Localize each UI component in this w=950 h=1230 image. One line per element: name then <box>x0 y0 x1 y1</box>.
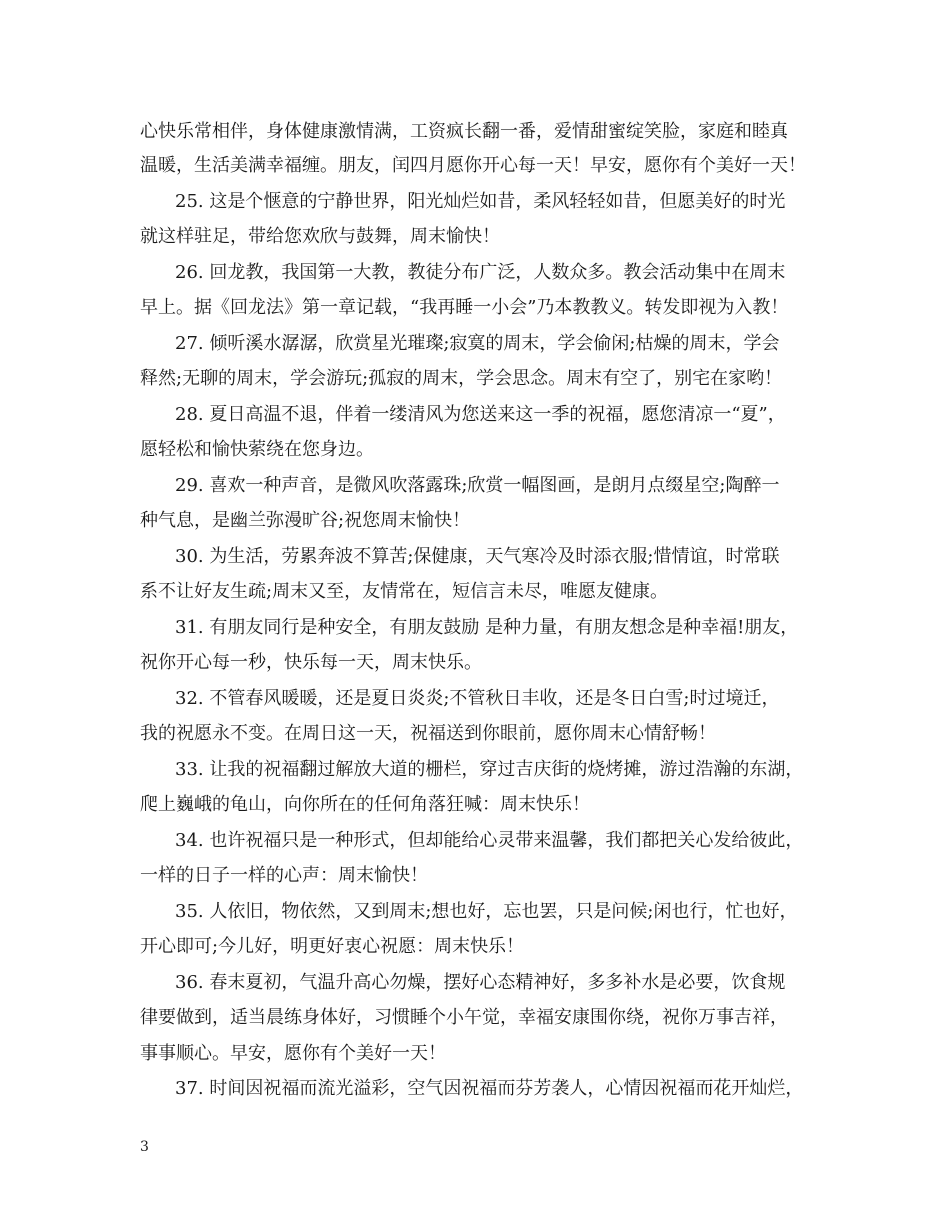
text-line: 36. 春末夏初，气温升高心勿燥，摆好心态精神好，多多补水是必要，饮食规 <box>175 972 786 993</box>
text-line: 愿轻松和愉快萦绕在您身边。 <box>140 439 374 460</box>
text-line: 律要做到，适当晨练身体好，习惯睡个小午觉，幸福安康围你绕，祝你万事吉祥， <box>140 1007 788 1028</box>
text-line: 30. 为生活，劳累奔波不算苦;保健康，天气寒冷及时添衣服;惜情谊，时常联 <box>175 546 780 567</box>
text-line: 26. 回龙教，我国第一大教，教徒分布广泛，人数众多。教会活动集中在周末 <box>175 262 786 283</box>
text-line: 早上。据《回龙法》第一章记载，“我再睡一小会”乃本教教义。转发即视为入教！ <box>140 297 789 318</box>
text-line: 34. 也许祝福只是一种形式，但却能给心灵带来温馨，我们都把关心发给彼此， <box>175 830 804 851</box>
text-line: 温暖，生活美满幸福缠。朋友，闰四月愿你开心每一天！早安，愿你有个美好一天！ <box>140 155 806 176</box>
text-line: 心快乐常相伴，身体健康激情满，工资疯长翻一番，爱情甜蜜绽笑脸，家庭和睦真 <box>140 121 788 142</box>
text-line: 37. 时间因祝福而流光溢彩，空气因祝福而芬芳袭人，心情因祝福而花开灿烂， <box>175 1078 804 1099</box>
text-line: 系不让好友生疏;周末又至，友情常在，短信言未尽，唯愿友健康。 <box>140 581 669 602</box>
text-line: 27. 倾听溪水潺潺，欣赏星光璀璨;寂寞的周末，学会偷闲;枯燥的周末，学会 <box>175 333 780 354</box>
text-line: 祝你开心每一秒，快乐每一天，周末快乐。 <box>140 652 482 673</box>
page-number: 3 <box>140 1139 149 1155</box>
text-line: 32. 不管春风暖暖，还是夏日炎炎;不管秋日丰收，还是冬日白雪;时过境迁， <box>175 688 780 709</box>
text-line: 31. 有朋友同行是种安全，有朋友鼓励 是种力量，有朋友想念是种幸福!朋友， <box>175 617 799 638</box>
text-line: 35. 人依旧，物依然，又到周末;想也好，忘也罢，只是问候;闲也行，忙也好， <box>175 901 798 922</box>
text-line: 33. 让我的祝福翻过解放大道的栅栏，穿过吉庆街的烧烤摊，游过浩瀚的东湖， <box>175 759 804 780</box>
text-line: 29. 喜欢一种声音，是微风吹落露珠;欣赏一幅图画，是朗月点缀星空;陶醉一 <box>175 475 780 496</box>
text-line: 25. 这是个惬意的宁静世界，阳光灿烂如昔，柔风轻轻如昔，但愿美好的时光 <box>175 191 786 212</box>
text-line: 我的祝愿永不变。在周日这一天，祝福送到你眼前，愿你周末心情舒畅！ <box>140 723 716 744</box>
text-line: 种气息，是幽兰弥漫旷谷;祝您周末愉快！ <box>140 510 471 531</box>
text-line: 事事顺心。早安，愿你有个美好一天！ <box>140 1043 446 1064</box>
text-line: 28. 夏日高温不退，伴着一缕清风为您送来这一季的祝福，愿您清凉一“夏”， <box>175 404 786 425</box>
text-line: 就这样驻足，带给您欢欣与鼓舞，周末愉快！ <box>140 226 500 247</box>
text-line: 一样的日子一样的心声：周末愉快！ <box>140 865 428 886</box>
text-line: 开心即可;今儿好，明更好衷心祝愿：周末快乐！ <box>140 936 525 957</box>
text-line: 爬上巍峨的龟山，向你所在的任何角落狂喊：周末快乐！ <box>140 794 590 815</box>
text-line: 释然;无聊的周末，学会游玩;孤寂的周末，学会思念。周末有空了，别宅在家哟！ <box>140 368 783 389</box>
